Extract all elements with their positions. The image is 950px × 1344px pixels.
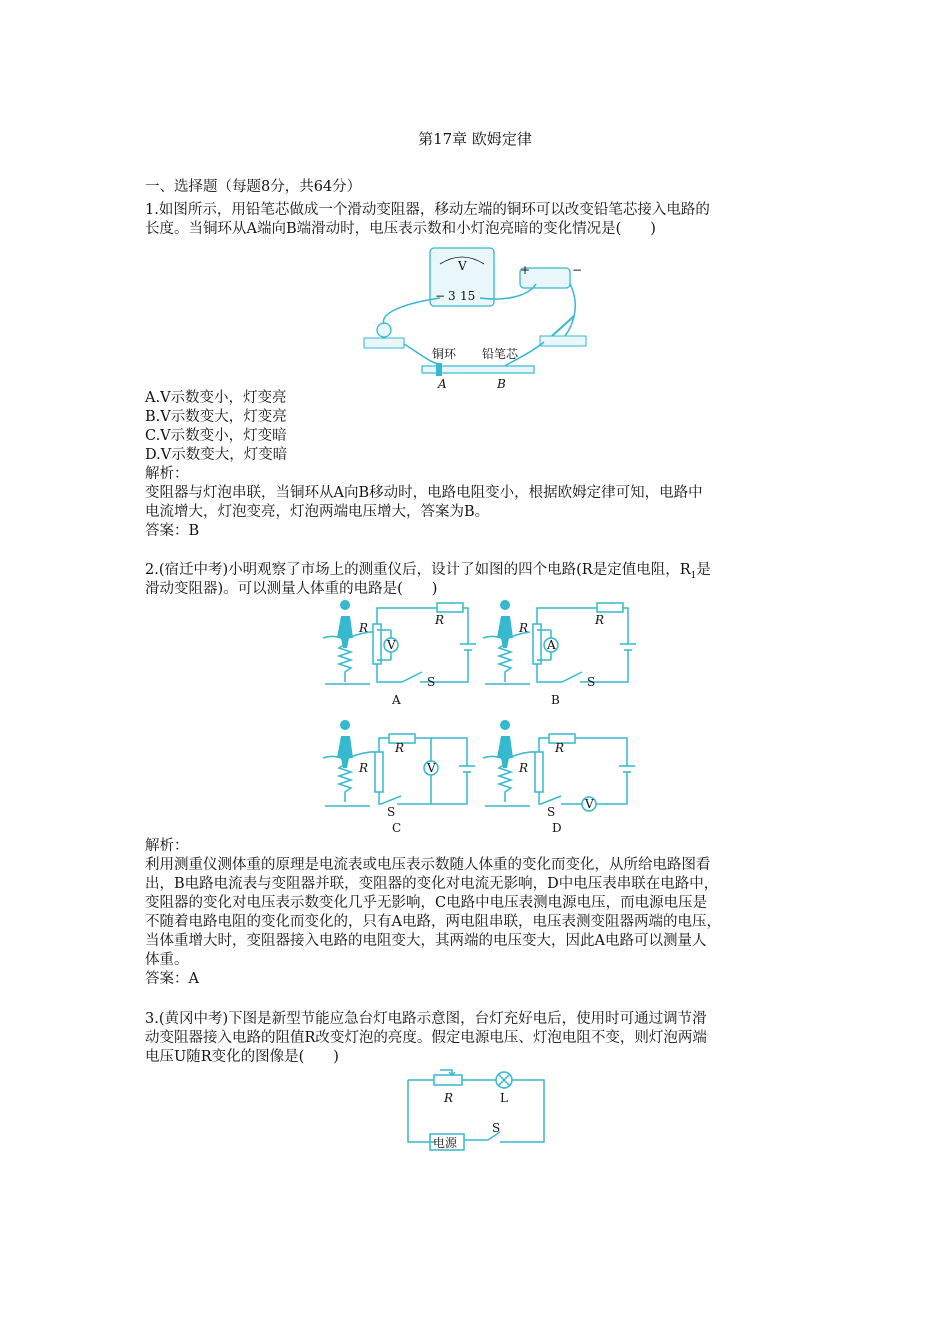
q2-c-r1: R [359,761,369,775]
q2-c-v: V [427,761,436,775]
page-title: 第17章 欧姆定律 [418,130,532,148]
q2-d-label: D [552,821,562,835]
q2-b-r1: R [519,621,529,635]
q3-fig-r: R [444,1091,454,1105]
q2-c-label: C [392,821,402,835]
q1-figure [360,244,590,394]
q1-option-c: C.V示数变小，灯变暗 [145,428,287,444]
q2-stem-line-2: 滑动变阻器)。可以测量人体重的电路是( ) [145,581,438,597]
q1-fig-m1: − [435,289,446,303]
switch-icon [540,336,586,346]
q3-fig-s: S [492,1121,501,1135]
q2-analysis-line-6: 体重。 [145,952,189,968]
q2-d-v: V [585,797,594,811]
q2-analysis-line-5: 当体重增大时，变阻器接入电路的电阻变大，其两端的电压变大，因此A电路可以测量人 [145,933,707,949]
q1-analysis-line-1: 变阻器与灯泡串联，当铜环从A向B移动时，电路电阻变小，根据欧姆定律可知，电路中 [145,485,703,501]
q2-circuit-b [475,600,635,710]
q2-answer: 答案：A [145,971,199,987]
q1-fig-m3: 15 [460,289,476,303]
q3-stem-line-2: 动变阻器接入电路的阻值R改变灯泡的亮度。假定电源电压、灯泡电阻不变，则灯泡两端 [145,1030,707,1046]
q2-b-a: A [547,638,556,652]
q2-c-r: R [395,741,405,755]
q1-option-a: A.V示数变小，灯变亮 [145,390,287,406]
q2-d-r1: R [519,761,529,775]
q1-fig-m2: 3 [448,289,456,303]
q2-analysis-label: 解析： [145,838,189,854]
q1-option-b: B.V示数变大，灯变亮 [145,409,287,425]
q3-fig-power: 电源 [433,1136,458,1150]
q2-circuit-a [315,600,475,710]
bulb-icon [377,323,391,337]
q1-fig-minus: − [572,263,583,277]
q2-circuit-c [315,722,475,837]
q2-d-s: S [547,805,556,819]
q1-fig-plus: + [520,263,531,277]
q2-b-r: R [595,613,605,627]
q2-a-v: V [387,638,396,652]
q1-stem-line-1: 1.如图所示，用铅笔芯做成一个滑动变阻器，移动左端的铜环可以改变铅笔芯接入电路的 [145,202,710,218]
q1-fig-ring: 铜环 [432,347,457,361]
q2-b-s: S [587,675,596,689]
q1-analysis-label: 解析： [145,466,189,482]
rheostat-icon [434,1075,462,1085]
q2-a-s: S [427,675,436,689]
q2-stem-text: 2.(宿迁中考)小明观察了市场上的测重仪后，设计了如图的四个电路(R是定值电阻，R [145,562,691,578]
q2-a-label: A [392,693,401,707]
q2-b-label: B [551,693,560,707]
q2-circuit-d [475,722,635,837]
q2-stem-subscript: 1 [690,570,697,581]
q2-analysis-line-3: 变阻器的变化对电压表示数变化几乎无影响，C电路中电压表测电源电压，而电源电压是 [145,895,708,911]
q3-figure [400,1062,550,1157]
q1-fig-a: A [438,377,447,391]
q2-analysis-line-2: 出，B电路电流表与变阻器并联，变阻器的变化对电流无影响，D中电压表串联在电路中， [145,876,719,892]
q1-fig-lead: 铅笔芯 [482,347,519,361]
q1-fig-v: V [458,259,467,273]
q1-answer: 答案：B [145,523,200,539]
q2-a-r: R [435,613,445,627]
q2-analysis-line-1: 利用测重仪测体重的原理是电流表或电压表示数随人体重的变化而变化，从所给电路图看 [145,857,711,873]
q2-analysis-line-4: 不随着电路电阻的变化而变化的，只有A电路，两电阻串联，电压表测变阻器两端的电压， [145,914,721,930]
q1-analysis-line-2: 电流增大，灯泡变亮，灯泡两端电压增大，答案为B。 [145,504,490,520]
section-heading: 一、选择题（每题8分，共64分） [145,179,362,195]
q1-stem-line-2: 长度。当铜环从A端向B端滑动时，电压表示数和小灯泡亮暗的变化情况是( ) [145,221,656,237]
q1-option-d: D.V示数变大，灯变暗 [145,447,288,463]
q3-stem-line-3: 电压U随R变化的图像是( ) [145,1049,339,1065]
q3-fig-l: L [500,1091,508,1105]
q1-fig-b: B [497,377,506,391]
q3-stem-line-1: 3.(黄冈中考)下图是新型节能应急台灯电路示意图，台灯充好电后，使用时可通过调节滑 [145,1011,707,1027]
q2-a-r1: R [359,621,369,635]
q2-c-s: S [387,805,396,819]
q2-stem-end: 是 [696,562,711,578]
q2-d-r: R [555,741,565,755]
